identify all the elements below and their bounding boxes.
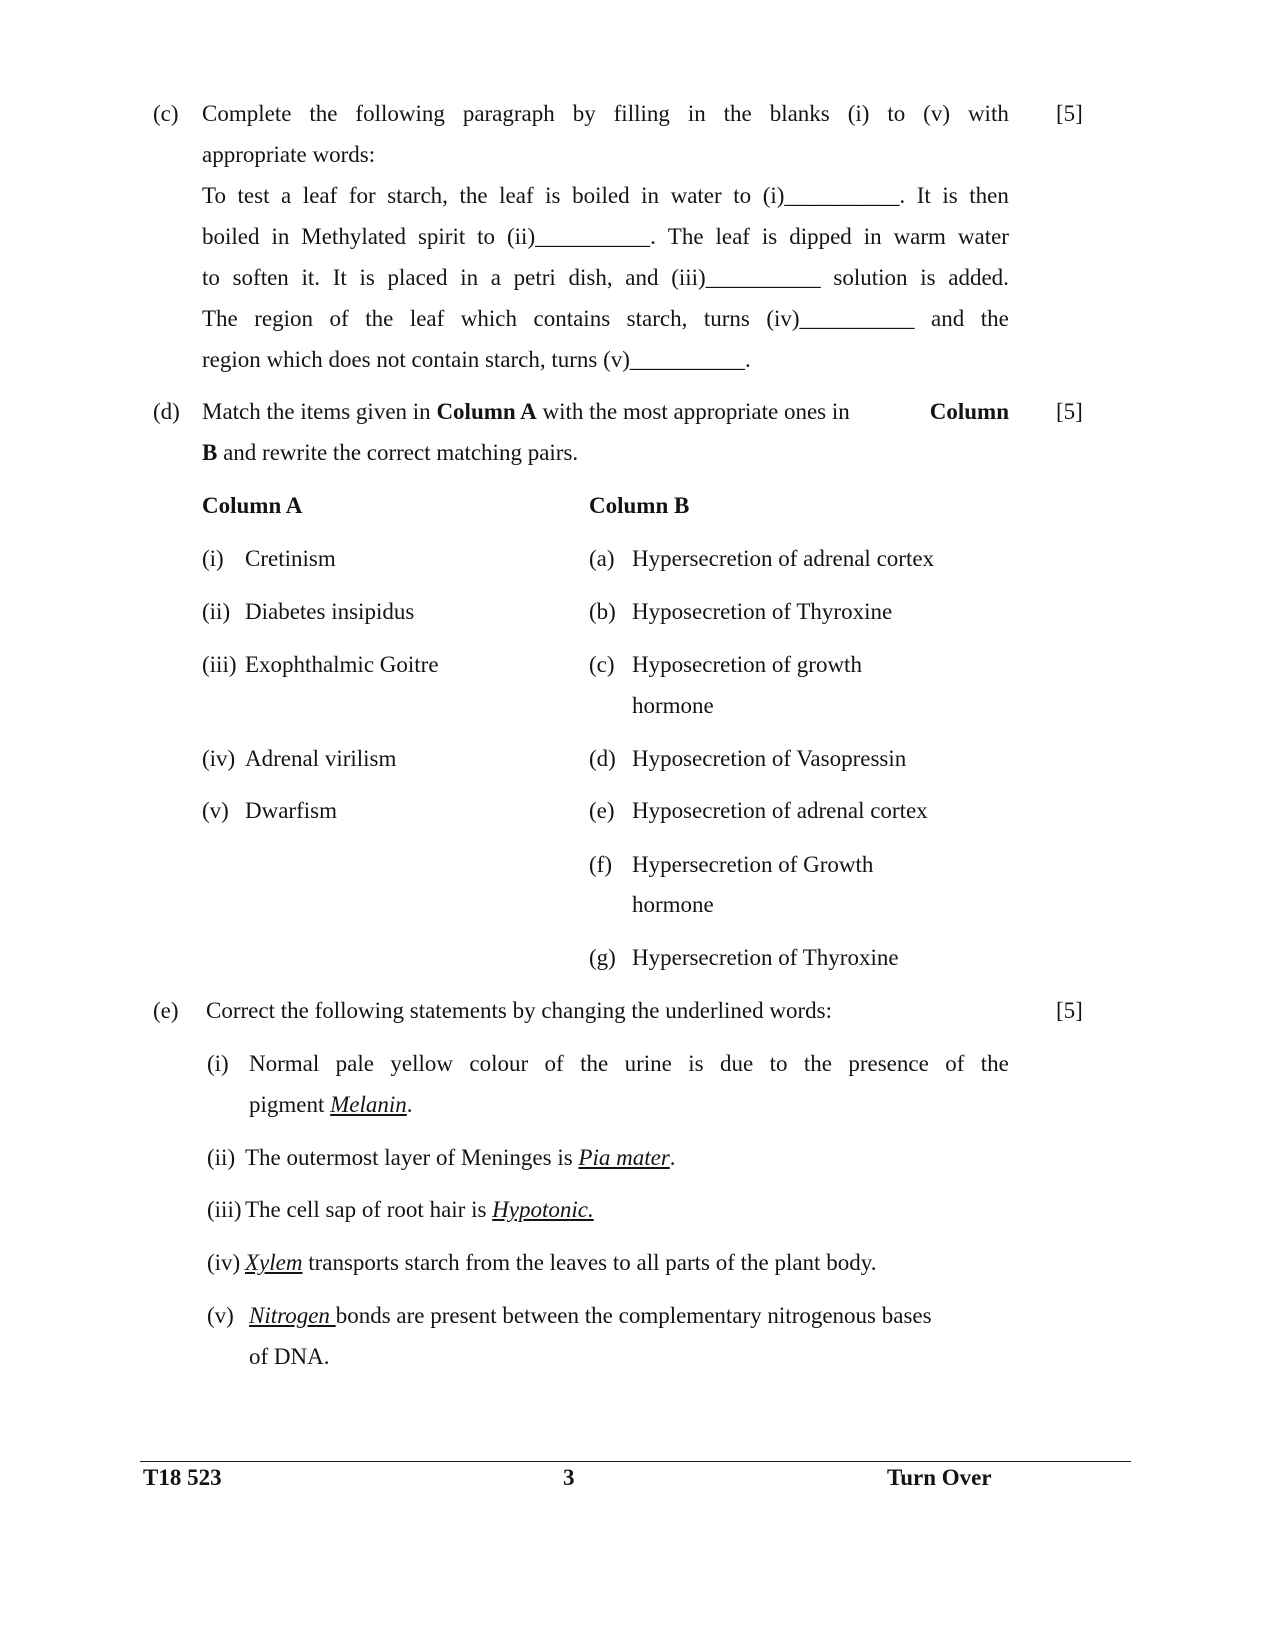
- word: by: [572, 101, 596, 126]
- question-c-line: appropriate words:: [202, 142, 376, 167]
- word: test: [237, 183, 270, 208]
- statement-num: (v): [207, 1303, 234, 1328]
- statement-line: of DNA.: [249, 1344, 330, 1369]
- word: is: [761, 224, 778, 249]
- word: the: [580, 1051, 609, 1076]
- word: leaf: [715, 224, 750, 249]
- word: blanks: [769, 101, 830, 126]
- word: the: [365, 306, 394, 331]
- word: water: [670, 183, 722, 208]
- column-a-item-num: (iii): [202, 652, 237, 677]
- word: added.: [948, 265, 1009, 290]
- word: a: [490, 265, 501, 290]
- column-b-item-num: (e): [589, 798, 615, 823]
- underlined-word: Melanin: [330, 1092, 407, 1117]
- word: in: [460, 265, 479, 290]
- word: is: [942, 183, 958, 208]
- column-b-item-cont: hormone: [632, 892, 714, 917]
- word: turns: [703, 306, 750, 331]
- question-c-marks: [5]: [1056, 101, 1083, 126]
- word: which: [460, 306, 517, 331]
- word: urine: [624, 1051, 672, 1076]
- statement-line: The outermost layer of Meninges is Pia mater.: [245, 1145, 676, 1170]
- column-a-item: Diabetes insipidus: [245, 599, 415, 624]
- column-b-item-num: (d): [589, 746, 616, 771]
- column-b-heading: Column B: [589, 493, 690, 518]
- word: Normal: [249, 1051, 320, 1076]
- word: (i)__________.: [762, 183, 906, 208]
- word: The: [202, 306, 238, 331]
- word: It: [332, 265, 347, 290]
- question-d-marks: [5]: [1056, 399, 1083, 424]
- column-b-item: Hyposecretion of Vasopressin: [632, 746, 907, 771]
- word: presence: [848, 1051, 929, 1076]
- word: To: [202, 183, 226, 208]
- question-c-line: [202, 183, 1009, 209]
- column-a-item: Exophthalmic Goitre: [245, 652, 439, 677]
- word: the: [309, 101, 338, 126]
- word: the: [803, 1051, 832, 1076]
- word: boiled: [572, 183, 630, 208]
- word: (i): [847, 101, 870, 126]
- column-a-item-num: (iv): [202, 746, 236, 771]
- column-b-item-num: (b): [589, 599, 616, 624]
- word: then: [969, 183, 1009, 208]
- word: a: [281, 183, 292, 208]
- word: dipped: [789, 224, 852, 249]
- word: Methylated: [301, 224, 407, 249]
- column-b-item-num: (c): [589, 652, 615, 677]
- column-a-item: Cretinism: [245, 546, 336, 571]
- word: in: [271, 224, 290, 249]
- word: to: [477, 224, 496, 249]
- column-b-item-cont: hormone: [632, 693, 714, 718]
- column-b-item: Hypersecretion of adrenal cortex: [632, 546, 935, 571]
- column-a-item-num: (v): [202, 798, 229, 823]
- underlined-word: Xylem: [245, 1250, 303, 1275]
- question-e-label: (e): [153, 998, 179, 1023]
- word: to: [887, 101, 906, 126]
- word: in: [863, 224, 882, 249]
- word: is: [920, 265, 936, 290]
- word: leaf: [409, 306, 445, 331]
- word: pale: [335, 1051, 374, 1076]
- column-b-item-num: (f): [589, 852, 612, 877]
- column-b-item: Hyposecretion of Thyroxine: [632, 599, 893, 624]
- question-e-marks: [5]: [1056, 998, 1083, 1023]
- statement-line: Nitrogen bonds are present between the complementary nitrogenous bases: [249, 1303, 932, 1328]
- word: is: [688, 1051, 704, 1076]
- word: colour: [469, 1051, 529, 1076]
- word: The: [667, 224, 704, 249]
- statement-num: (ii): [207, 1145, 236, 1170]
- word: is: [545, 183, 561, 208]
- word: to: [202, 265, 220, 290]
- column-b-item: Hyposecretion of growth: [632, 652, 862, 677]
- word: and: [625, 265, 659, 290]
- word: due: [719, 1051, 754, 1076]
- word: soften: [232, 265, 289, 290]
- column-a-item: Adrenal virilism: [245, 746, 397, 771]
- underlined-word: Hypotonic.: [492, 1197, 594, 1222]
- statement-line: The cell sap of root hair is Hypotonic.: [245, 1197, 594, 1222]
- word: Complete: [202, 101, 292, 126]
- question-d-text: Column: [929, 399, 1009, 424]
- column-b-item: Hyposecretion of adrenal cortex: [632, 798, 928, 823]
- question-c-label: (c): [153, 101, 179, 126]
- question-c-line: region which does not contain starch, turns (v)__________.: [202, 347, 751, 372]
- footer-rule: [140, 1461, 1131, 1462]
- word: the: [723, 101, 752, 126]
- page-number: 3: [563, 1465, 575, 1490]
- statement-line: Xylem transports starch from the leaves to all parts of the plant body.: [245, 1250, 877, 1275]
- word: (iv)__________: [766, 306, 915, 331]
- word: for: [348, 183, 376, 208]
- word: petri: [513, 265, 556, 290]
- column-a-item-num: (i): [202, 546, 224, 571]
- statement-num: (iv): [207, 1250, 241, 1275]
- word: boiled: [202, 224, 260, 249]
- word: paragraph: [462, 101, 555, 126]
- paper-code: T18 523: [143, 1465, 222, 1490]
- word: (v): [923, 101, 950, 126]
- word: starch,: [626, 306, 688, 331]
- word: the: [980, 1051, 1009, 1076]
- statement-line: [249, 1051, 1009, 1077]
- word: warm: [893, 224, 946, 249]
- word: leaf: [302, 183, 338, 208]
- column-a-heading: Column A: [202, 493, 303, 518]
- statement-num: (iii): [207, 1197, 242, 1222]
- word: spirit: [417, 224, 466, 249]
- word: of: [945, 1051, 965, 1076]
- word: the: [980, 306, 1009, 331]
- question-c-line: [202, 265, 1009, 291]
- word: to: [769, 1051, 788, 1076]
- word: following: [355, 101, 445, 126]
- word: the: [459, 183, 488, 208]
- column-b-item-num: (g): [589, 945, 616, 970]
- turn-over-label: Turn Over: [887, 1465, 992, 1490]
- word: in: [687, 101, 706, 126]
- word: of: [544, 1051, 564, 1076]
- word: contains: [533, 306, 611, 331]
- question-d-line: B and rewrite the correct matching pairs.: [202, 440, 579, 465]
- word: (ii)__________.: [507, 224, 656, 249]
- statement-num: (i): [207, 1051, 229, 1076]
- column-b-item: Hypersecretion of Growth: [632, 852, 874, 877]
- word: placed: [387, 265, 448, 290]
- word: (iii)__________: [671, 265, 821, 290]
- word: and: [931, 306, 965, 331]
- word: in: [641, 183, 660, 208]
- word: water: [957, 224, 1009, 249]
- word: of: [329, 306, 349, 331]
- word: it.: [301, 265, 321, 290]
- question-c-line: [202, 101, 1009, 127]
- underlined-word: Nitrogen: [249, 1303, 336, 1328]
- word: leaf: [499, 183, 534, 208]
- underlined-word: Pia mater: [578, 1145, 670, 1170]
- word: to: [733, 183, 752, 208]
- word: region: [254, 306, 314, 331]
- column-a-item: Dwarfism: [245, 798, 337, 823]
- column-a-item-num: (ii): [202, 599, 231, 624]
- word: filling: [613, 101, 670, 126]
- question-c-line: [202, 306, 1009, 332]
- question-e-intro: Correct the following statements by changing the underlined words:: [206, 998, 832, 1023]
- word: dish,: [568, 265, 613, 290]
- word: starch,: [387, 183, 448, 208]
- question-c-line: [202, 224, 1009, 250]
- question-d-text: Match the items given in Column A with the most appropriate ones in: [202, 399, 856, 424]
- word: is: [359, 265, 375, 290]
- word: with: [967, 101, 1009, 126]
- word: It: [916, 183, 931, 208]
- column-b-item-num: (a): [589, 546, 615, 571]
- question-d-label: (d): [153, 399, 180, 424]
- column-b-item: Hypersecretion of Thyroxine: [632, 945, 899, 970]
- question-d-line: [202, 399, 1009, 425]
- statement-line: pigment Melanin.: [249, 1092, 413, 1117]
- word: solution: [833, 265, 908, 290]
- word: yellow: [390, 1051, 453, 1076]
